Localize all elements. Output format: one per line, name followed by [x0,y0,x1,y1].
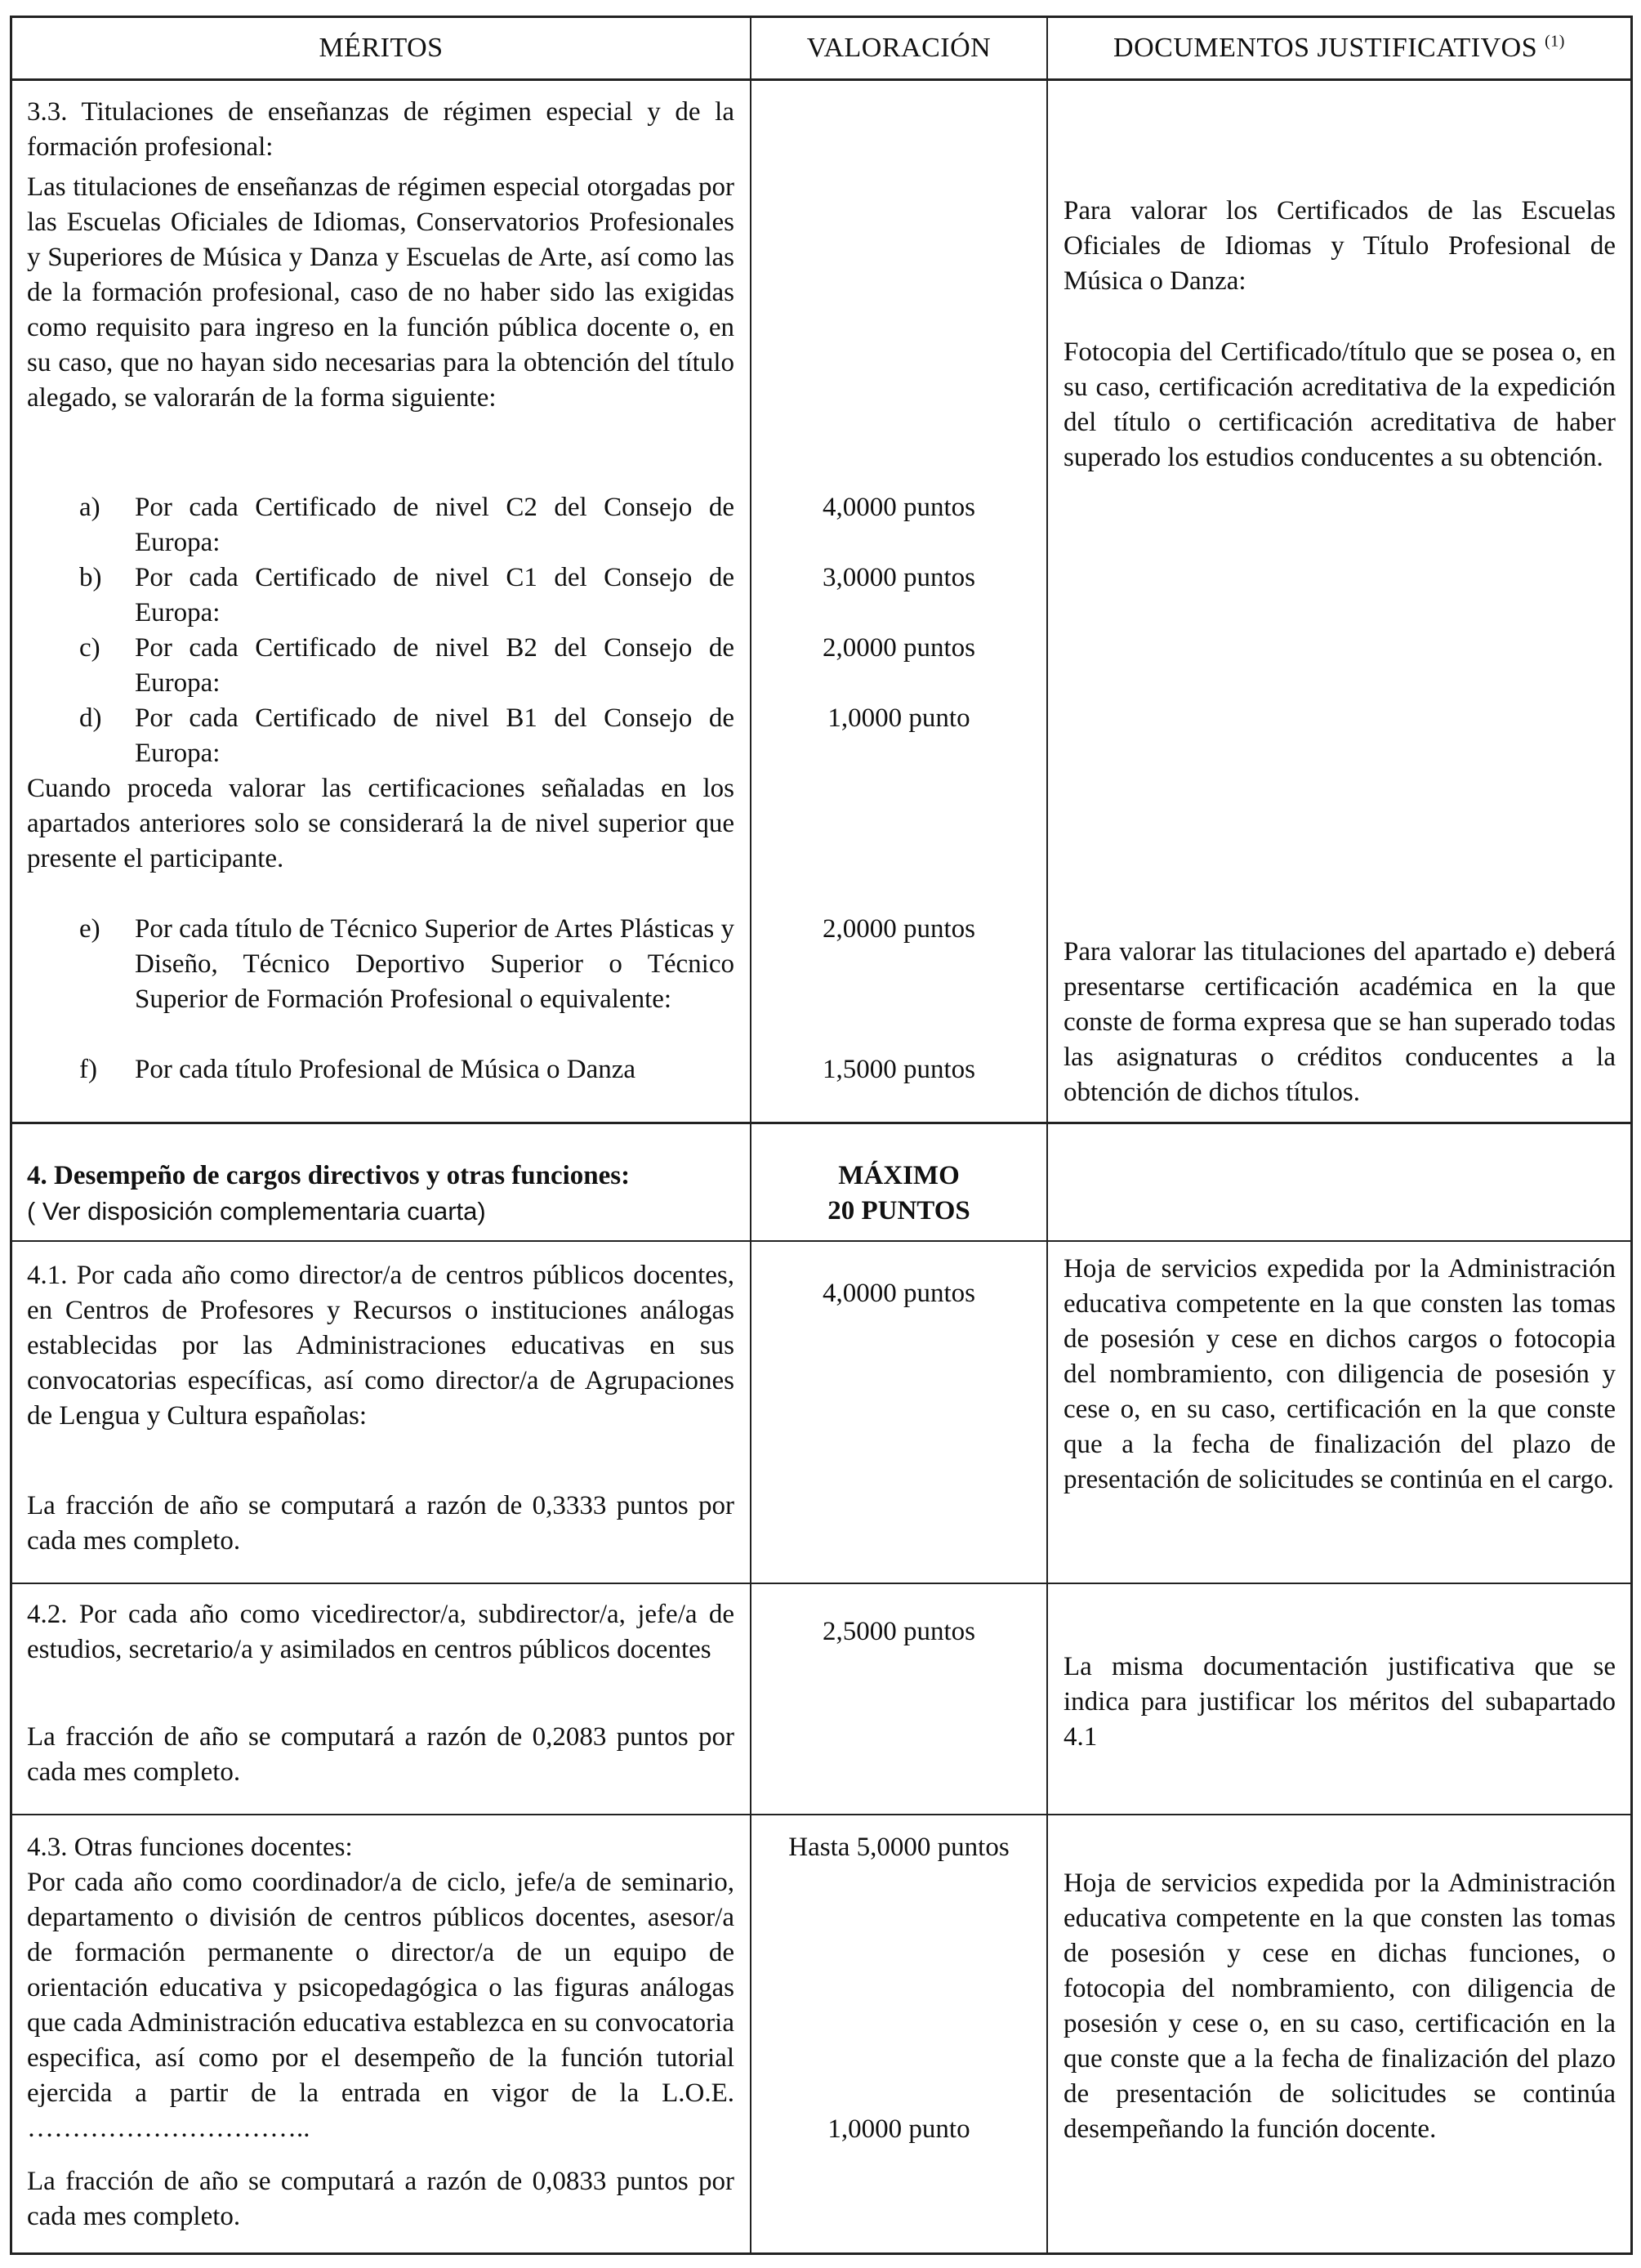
table-bottom-border [10,2252,1633,2255]
sec41-doc: Hoja de servicios expedida por la Administración educativa competente en la que consten las tomas de posesión y cese en dichos cargos o fotocopia del nombramiento, con diligencia de posesión y cese o, en su caso, certificación en la que conste que a la fecha de finalización del plazo de presentación de solicitudes se continúa en el cargo. [1064,1254,1616,1494]
item-b-mark: b) [79,563,102,592]
sec33-item-b [79,560,734,631]
sec42-value: 2,5000 puntos [822,1617,975,1646]
sec41-text: 4.1. Por cada año como director/a de centros públicos docentes, en Centros de Profesores y Recursos o instituciones análogas establecidas por las Administraciones educativas en sus convocatorias específicas, así como director/a de Agrupaciones de Lengua y Cultura españolas: [27,1261,734,1431]
header-col-valoracion: VALORACIÓN [806,33,992,63]
value-item-b: 3,0000 puntos [822,563,975,592]
item-e-mark: e) [79,914,100,944]
sec33-doc-title: Para valorar los Certificados de las Escuelas Oficiales de Idiomas y Título Profesional de Música o Danza: [1064,196,1616,296]
sec4-max-line2: 20 PUNTOS [827,1196,970,1226]
sec33-doc-e: Para valorar las titulaciones del apartado e) deberá presentarse certificación académica en la que conste de forma expresa que se han superado todas las asignaturas o créditos conducentes a la obtención de dichos títulos. [1064,937,1616,1107]
sec43-fraction: La fracción de año se computará a razón de 0,0833 puntos por cada mes completo. [27,2167,734,2231]
sec33-note: Cuando proceda valorar las certificaciones señaladas en los apartados anteriores solo se considerará la de nivel superior que presente el participante. [27,774,734,873]
sec33-item-c [79,631,734,701]
header-col-meritos: MÉRITOS [319,33,444,63]
value-item-c: 2,0000 puntos [822,633,975,663]
item-e-text: Por cada título de Técnico Superior de Artes Plásticas y Diseño, Técnico Deportivo Superior o Técnico Superior de Formación Profesional o equivalente: [135,914,734,1014]
item-c-text: Por cada Certificado de nivel B2 del Consejo de Europa: [135,633,734,698]
row-separator-4 [10,1240,1633,1242]
value-item-a: 4,0000 puntos [822,493,975,522]
sec42-fraction: La fracción de año se computará a razón de 0,2083 puntos por cada mes completo. [27,1722,734,1787]
sec43-doc: Hoja de servicios expedida por la Administración educativa competente en la que consten las tomas de posesión y cese en dichas funciones, o fotocopia del nombramiento, con diligencia de posesión y cese o, en su caso, certificación en la que conste que a la fecha de finalización del plazo de presentación de solicitudes se continúa desempeñando la función docente. [1064,1868,1616,2144]
sec4-subtitle: ( Ver disposición complementaria cuarta) [27,1197,486,1226]
row-separator-41 [10,1583,1633,1584]
item-b-text: Por cada Certificado de nivel C1 del Consejo de Europa: [135,563,734,627]
sec33-item-e [79,912,734,1052]
sec33-item-f [79,1052,734,1087]
sec41-value: 4,0000 puntos [822,1279,975,1308]
sec33-item-a [79,490,734,560]
sec33-title: 3.3. Titulaciones de enseñanzas de régimen especial y de la formación profesional: [27,97,734,162]
sec41-fraction: La fracción de año se computará a razón de 0,3333 puntos por cada mes completo. [27,1491,734,1556]
column-divider-2 [1046,16,1048,2255]
sec43-value-max: Hasta 5,0000 puntos [788,1833,1010,1862]
item-f-mark: f) [79,1055,97,1084]
item-d-text: Por cada Certificado de nivel B1 del Consejo de Europa: [135,703,734,768]
sec4-title: 4. Desempeño de cargos directivos y otras funciones: [27,1161,631,1190]
item-c-mark: c) [79,633,100,663]
sec33-doc-body: Fotocopia del Certificado/título que se posea o, en su caso, certificación acreditativa de la expedición del título o certificación acreditativa de haber superado los estudios conducentes a su obtención. [1064,337,1616,472]
sec43-title: 4.3. Otras funciones docentes: [27,1833,353,1862]
item-a-mark: a) [79,493,100,522]
item-f-text: Por cada título Profesional de Música o Danza [135,1055,636,1084]
sec43-text: Por cada año como coordinador/a de ciclo, jefe/a de seminario, departamento o división de centros públicos docentes, asesor/a de formación permanente o director/a de un equipo de orientación educativa y psicopedagógica o las figuras análogas que cada Administración educativa establezca en su convocatoria especifica, así como por el desempeño de la función tutorial ejercida a partir de la entrada en vigor de la L.O.E. ………………………….. [27,1868,734,2143]
sec42-text: 4.2. Por cada año como vicedirector/a, subdirector/a, jefe/a de estudios, secretario/a y asimilados en centros públicos docentes [27,1600,734,1664]
value-item-f: 1,5000 puntos [822,1055,975,1084]
header-bottom-border [10,78,1633,81]
row-separator-42 [10,1814,1633,1815]
sec33-item-d [79,701,734,771]
item-a-text: Por cada Certificado de nivel C2 del Consejo de Europa: [135,493,734,557]
sec43-value: 1,0000 punto [827,2114,970,2144]
sec33-intro: Las titulaciones de enseñanzas de régimen especial otorgadas por las Escuelas Oficiales de Idiomas, Conservatorios Profesionales y Superiores de Música y Danza y Escuelas de Arte, así como las de la formación profesional, caso de no haber sido las exigidas como requisito para ingreso en la función pública docente o, en su caso, que no hayan sido necesarias para la obtención del título alegado, se valorarán de la forma siguiente: [27,172,734,413]
header-col-documentos-label: DOCUMENTOS JUSTIFICATIVOS [1113,33,1538,63]
sec42-doc: La misma documentación justificativa que se indica para justificar los méritos del subapartado 4.1 [1064,1652,1616,1752]
header-footnote-mark: (1) [1545,32,1565,51]
table-right-border [1630,16,1633,2255]
sec4-max-line1: MÁXIMO [838,1161,960,1190]
value-item-e: 2,0000 puntos [822,914,975,944]
item-d-mark: d) [79,703,102,733]
column-divider-1 [750,16,751,2255]
row-separator-33 [10,1122,1633,1124]
header-col-documentos [1048,30,1630,65]
value-item-d: 1,0000 punto [827,703,970,733]
table-left-border [10,16,12,2255]
table-top-border [10,16,1633,18]
